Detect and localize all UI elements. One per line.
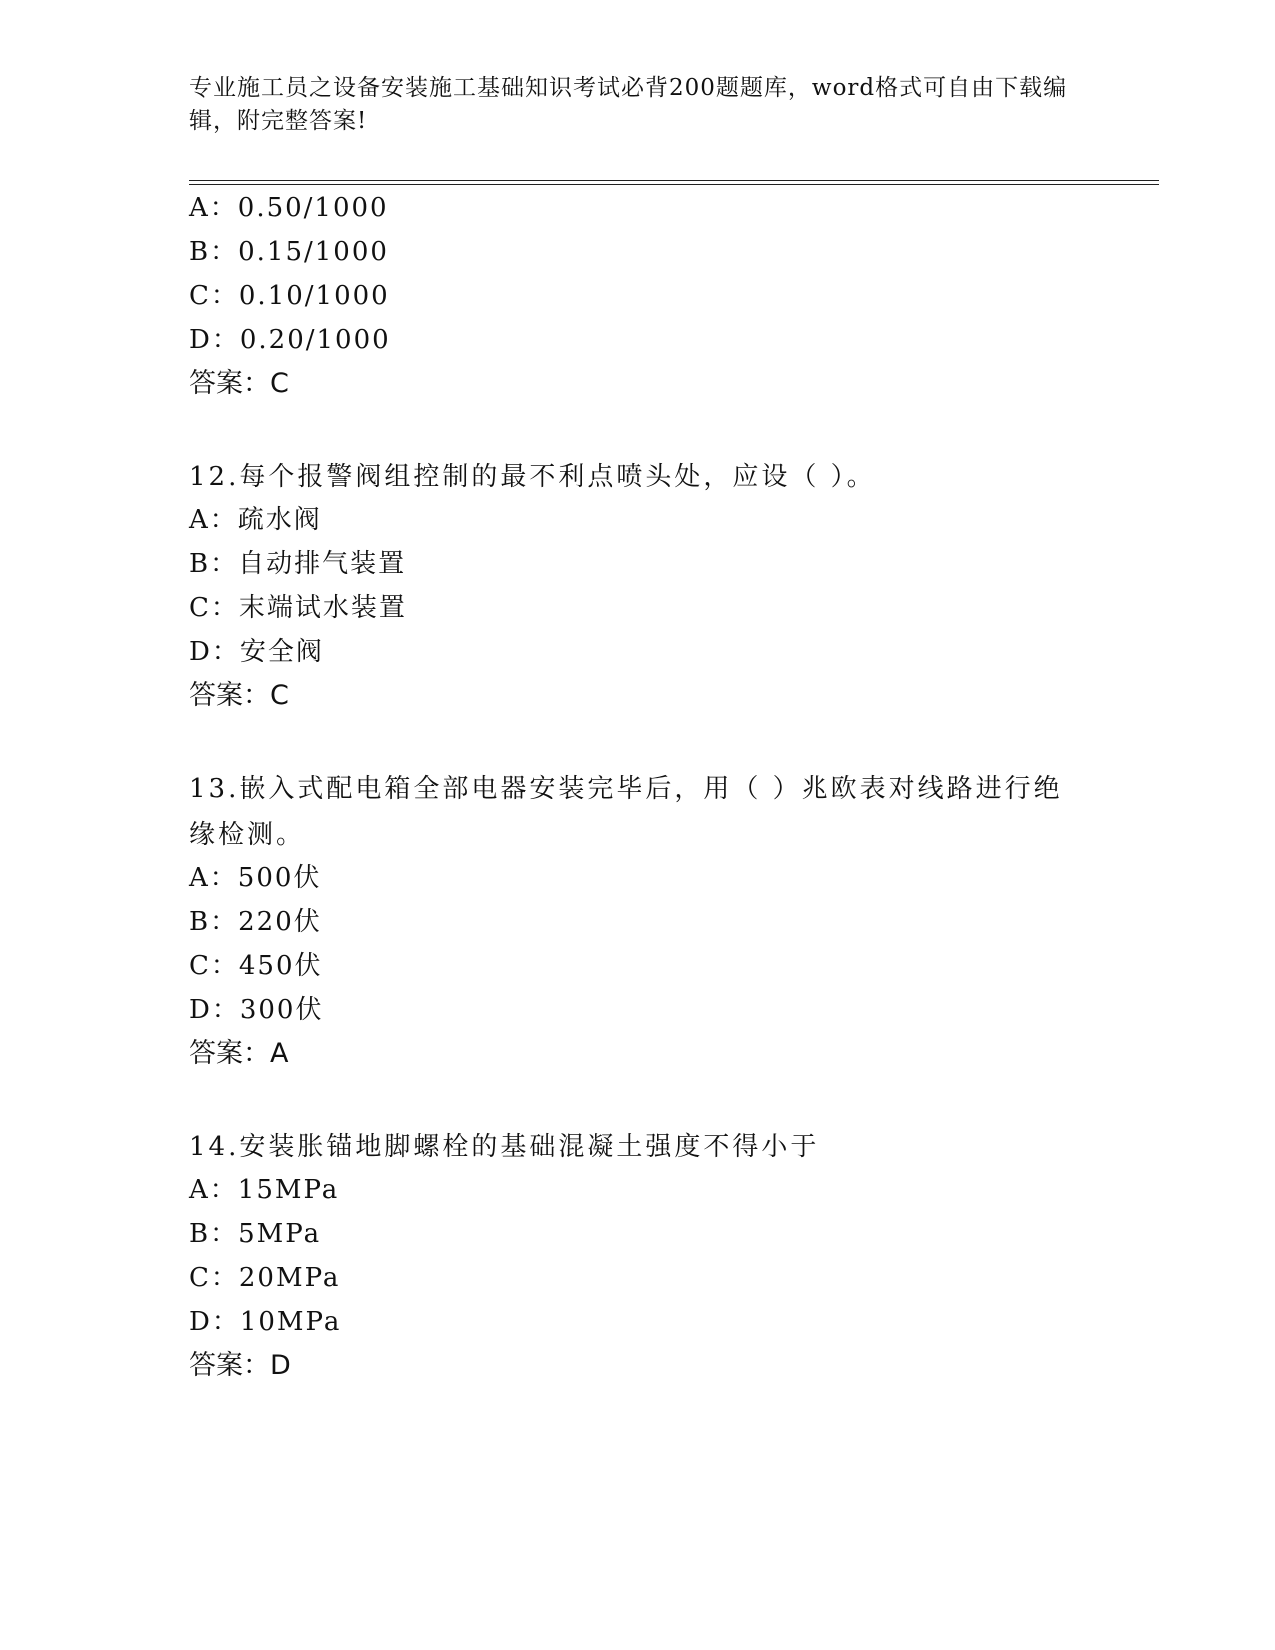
question-text: 14.安装胀锚地脚螺栓的基础混凝土强度不得小于 <box>189 1132 820 1162</box>
option-b: B：0.15/1000 <box>189 237 389 267</box>
answer-line: 答案：A <box>189 1038 289 1069</box>
option-c: C：0.10/1000 <box>189 281 390 311</box>
option-c: C：20MPa <box>189 1263 341 1293</box>
option-b: B：自动排气装置 <box>189 549 407 579</box>
option-a: A：15MPa <box>189 1175 340 1205</box>
option-c: C：末端试水装置 <box>189 593 407 623</box>
option-d: D：300伏 <box>189 995 324 1025</box>
question-text: 13.嵌入式配电箱全部电器安装完毕后，用（ ）兆欧表对线路进行绝缘检测。 <box>189 774 1063 850</box>
option-c: C：450伏 <box>189 951 323 981</box>
answer-line: 答案：C <box>189 680 289 711</box>
answer-line: 答案：C <box>189 368 289 399</box>
option-b: B：5MPa <box>189 1219 322 1249</box>
header-divider-bottom <box>189 184 1159 185</box>
header-divider-top <box>189 180 1159 181</box>
answer-line: 答案：D <box>189 1350 291 1381</box>
option-a: A：疏水阀 <box>189 505 322 535</box>
option-d: D：10MPa <box>189 1307 342 1337</box>
option-b: B：220伏 <box>189 907 322 937</box>
question-text: 12.每个报警阀组控制的最不利点喷头处，应设（ ）。 <box>189 462 876 492</box>
option-a: A：0.50/1000 <box>189 193 389 223</box>
option-d: D：安全阀 <box>189 637 324 667</box>
option-a: A：500伏 <box>189 863 322 893</box>
document-header: 专业施工员之设备安装施工基础知识考试必背200题题库，word格式可自由下载编辑，附完整答案! <box>189 75 1068 134</box>
option-d: D：0.20/1000 <box>189 325 391 355</box>
